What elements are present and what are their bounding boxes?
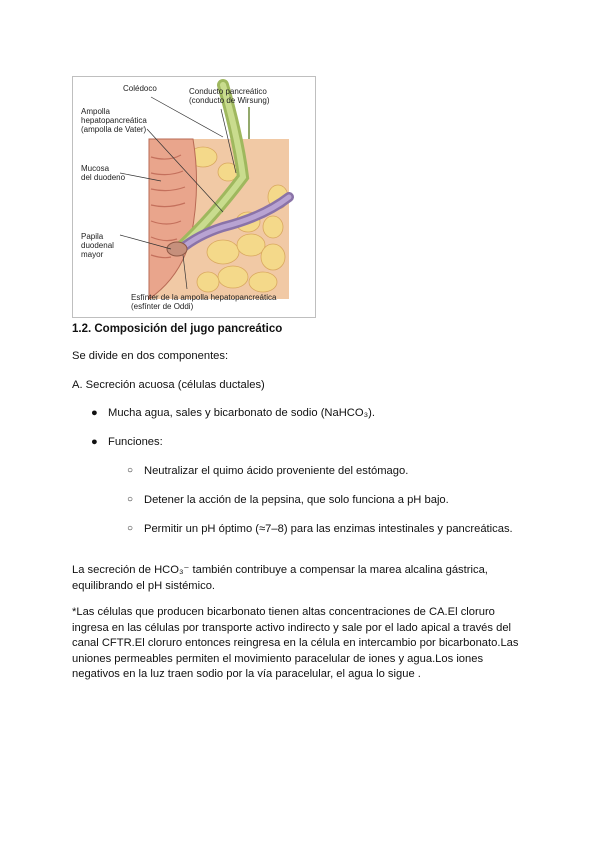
label-esfinter: Esfínter de la ampolla hepatopancreática (esfínter de Oddi) — [131, 293, 277, 311]
section-a-title: A. Secreción acuosa (células ductales) — [72, 379, 265, 391]
anatomy-figure — [72, 76, 316, 318]
sub-item — [127, 523, 513, 535]
circle-bullet-icon: ○ — [127, 465, 134, 476]
sub-item-text: Neutralizar el quimo ácido proveniente del estómago. — [144, 465, 409, 477]
bullet-icon: ● — [91, 407, 98, 419]
bullet-item — [91, 407, 375, 419]
sub-item-text: Detener la acción de la pepsina, que solo funciona a pH bajo. — [144, 494, 449, 506]
circle-bullet-icon: ○ — [127, 523, 134, 534]
label-mucosa: Mucosa del duodeno — [81, 164, 126, 182]
bullet-text: Mucha agua, sales y bicarbonato de sodio (NaHCO₃). — [108, 407, 375, 419]
bullet-item — [91, 436, 163, 448]
label-ampolla: Ampolla hepatopancreática (ampolla de Vater) — [81, 107, 147, 134]
paragraph-note: *Las células que producen bicarbonato tienen altas concentraciones de CA.El cloruro ingresa en las células por transporte activo indirecto y sale por el lado apical a través del canal CFTR.El cloruro entonces reingresa en la célula en intercambio por bicarbonato.Las uniones permeables permiten el movimiento paracelular de iones y agua.Los iones negativos en la luz traen sodio por la vía paracelular, el agua lo sigue . — [72, 606, 519, 680]
intro-text: Se divide en dos componentes: — [72, 350, 229, 362]
label-conducto-pancreatico: Conducto pancreático (conducto de Wirsung) — [189, 87, 270, 105]
bullet-text: Funciones: — [108, 436, 163, 448]
sub-item — [127, 494, 449, 506]
circle-bullet-icon: ○ — [127, 494, 134, 505]
label-papila: Papila duodenal mayor — [81, 232, 114, 259]
bullet-icon: ● — [91, 436, 98, 448]
sub-item — [127, 465, 409, 477]
section-heading: 1.2. Composición del jugo pancreático — [72, 323, 283, 335]
sub-item-text: Permitir un pH óptimo (≈7–8) para las enzimas intestinales y pancreáticas. — [144, 523, 513, 535]
label-coledoco: Colédoco — [123, 84, 157, 93]
paragraph-hco3: La secreción de HCO₃⁻ también contribuye a compensar la marea alcalina gástrica, equilibrando el pH sistémico. — [72, 564, 488, 592]
